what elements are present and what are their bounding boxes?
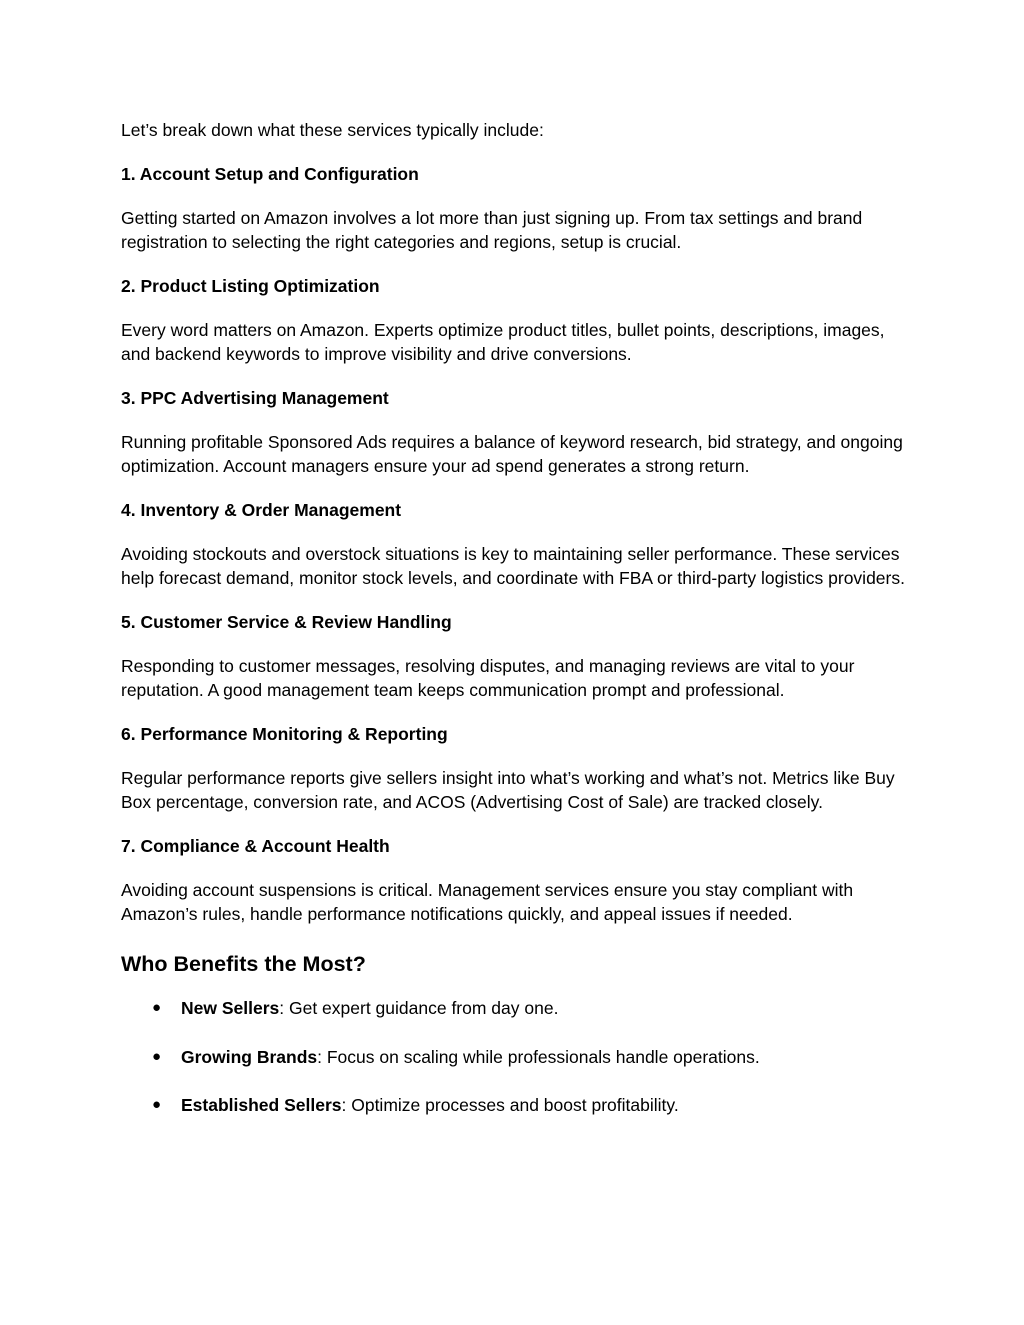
bullet-icon: ● — [152, 999, 162, 1016]
section-body: Avoiding account suspensions is critical. Management services ensure you stay compliant with Amazon’s rules, handle performance notifications quickly, and appeal issues if needed. — [121, 880, 854, 924]
section-3 — [121, 386, 911, 478]
document-page — [121, 118, 911, 1142]
benefits-heading: Who Benefits the Most? — [121, 952, 366, 976]
section-heading: 6. Performance Monitoring & Reporting — [121, 724, 448, 744]
section-body: Regular performance reports give sellers insight into what’s working and what’s not. Metrics like Buy Box percentage, conversion rate, and ACOS (Advertising Cost of Sale) are tracked closely. — [121, 768, 895, 812]
section-6 — [121, 722, 911, 814]
bullet-term: Established Sellers — [181, 1095, 342, 1115]
section-7 — [121, 834, 911, 926]
section-heading: 3. PPC Advertising Management — [121, 388, 389, 408]
section-heading: 5. Customer Service & Review Handling — [121, 612, 452, 632]
list-item — [121, 996, 911, 1020]
section-heading: 2. Product Listing Optimization — [121, 276, 380, 296]
bullet-text: : Get expert guidance from day one. — [279, 998, 559, 1018]
section-body: Avoiding stockouts and overstock situations is key to maintaining seller performance. These services help forecast demand, monitor stock levels, and coordinate with FBA or third-party logistics providers. — [121, 544, 905, 588]
section-heading: 7. Compliance & Account Health — [121, 836, 390, 856]
section-4 — [121, 498, 911, 590]
intro-paragraph: Let’s break down what these services typically include: — [121, 120, 544, 140]
list-item — [121, 1045, 911, 1069]
section-heading: 4. Inventory & Order Management — [121, 500, 402, 520]
bullet-text: : Focus on scaling while professionals handle operations. — [317, 1046, 760, 1067]
section-1 — [121, 162, 911, 254]
section-5 — [121, 610, 911, 702]
bullet-text: : Optimize processes and boost profitability. — [341, 1095, 679, 1115]
list-item — [121, 1093, 911, 1117]
section-heading: 1. Account Setup and Configuration — [121, 164, 419, 184]
section-body: Running profitable Sponsored Ads requires a balance of keyword research, bid strategy, and ongoing optimization. Account managers ensure your ad spend generates a strong return. — [121, 432, 903, 476]
section-body: Every word matters on Amazon. Experts optimize product titles, bullet points, descriptions, images, and backend keywords to improve visibility and drive conversions. — [121, 320, 885, 364]
bullet-term: Growing Brands — [181, 1046, 318, 1067]
bullet-term: New Sellers — [181, 998, 280, 1018]
section-2 — [121, 274, 911, 366]
section-body: Getting started on Amazon involves a lot more than just signing up. From tax settings and brand registration to selecting the right categories and regions, setup is crucial. — [121, 208, 863, 252]
benefits-list — [121, 996, 911, 1117]
bullet-icon: ● — [152, 1047, 162, 1065]
bullet-icon: ● — [152, 1096, 162, 1113]
section-body: Responding to customer messages, resolving disputes, and managing reviews are vital to your reputation. A good management team keeps communication prompt and professional. — [121, 656, 855, 700]
